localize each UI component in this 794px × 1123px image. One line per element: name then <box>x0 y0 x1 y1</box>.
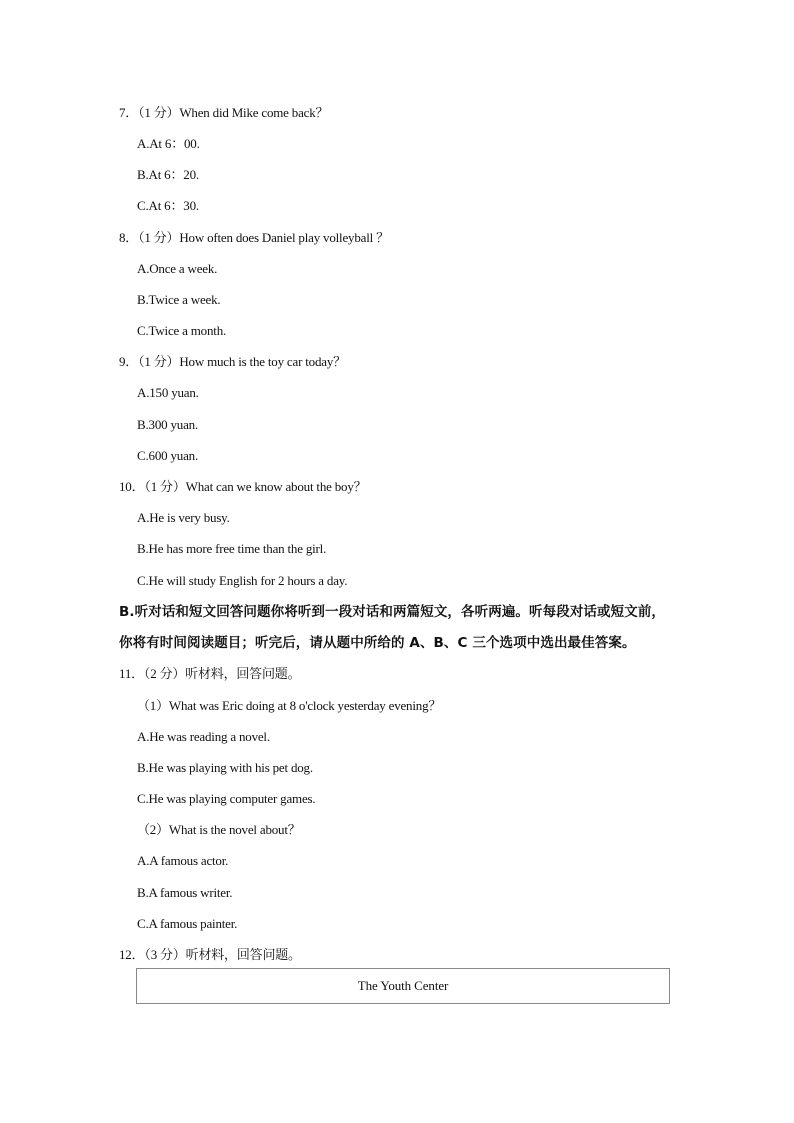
question-11-sub-1-option-a: A.He was reading a novel. <box>137 729 270 744</box>
question-9-option-b: B.300 yuan. <box>137 417 198 432</box>
question-11-sub-2-option-c: C.A famous painter. <box>137 916 238 931</box>
question-7-option-a: A.At 6：00. <box>137 136 200 151</box>
youth-center-table <box>136 968 670 1004</box>
question-9-option-c: C.600 yuan. <box>137 448 198 463</box>
question-9-option-a: A.150 yuan. <box>137 385 199 400</box>
question-7-stem: 7．（1 分）When did Mike come back？ <box>119 105 329 120</box>
question-11-stem: 11．（2 分）听材料，回答问题。 <box>119 666 301 681</box>
question-10-stem: 10．（1 分）What can we know about the boy？ <box>119 479 367 494</box>
question-11-sub-2-option-a: A.A famous actor. <box>137 853 229 868</box>
question-10-option-c: C.He will study English for 2 hours a day. <box>137 573 348 588</box>
question-10-option-a: A.He is very busy. <box>137 510 230 525</box>
question-9-stem: 9．（1 分）How much is the toy car today？ <box>119 354 346 369</box>
question-11-sub-1-option-c: C.He was playing computer games. <box>137 791 316 806</box>
question-12-stem: 12．（3 分）听材料，回答问题。 <box>119 947 301 962</box>
section-b-instruction-line-2: 你将有时间阅读题目；听完后，请从题中所给的 A、B、C 三个选项中选出最佳答案。 <box>119 635 636 651</box>
question-8-option-b: B.Twice a week. <box>137 292 221 307</box>
question-8-option-c: C.Twice a month. <box>137 323 227 338</box>
question-10-option-b: B.He has more free time than the girl. <box>137 541 327 556</box>
question-8-stem: 8．（1 分）How often does Daniel play volleyball ？ <box>119 230 389 245</box>
youth-center-table-title: The Youth Center <box>357 978 449 993</box>
question-8-option-a: A.Once a week. <box>137 261 218 276</box>
section-b-instruction-line-1: B.听对话和短文回答问题你将听到一段对话和两篇短文，各听两遍。听每段对话或短文前， <box>119 604 666 620</box>
question-7-option-c: C.At 6：30. <box>137 198 199 213</box>
question-11-sub-2-stem: （2）What is the novel about？ <box>137 822 301 837</box>
question-11-sub-1-stem: （1）What was Eric doing at 8 o'clock yesterday evening？ <box>137 698 442 713</box>
question-11-sub-2-option-b: B.A famous writer. <box>137 885 233 900</box>
question-7-option-b: B.At 6：20. <box>137 167 199 182</box>
question-11-sub-1-option-b: B.He was playing with his pet dog. <box>137 760 313 775</box>
